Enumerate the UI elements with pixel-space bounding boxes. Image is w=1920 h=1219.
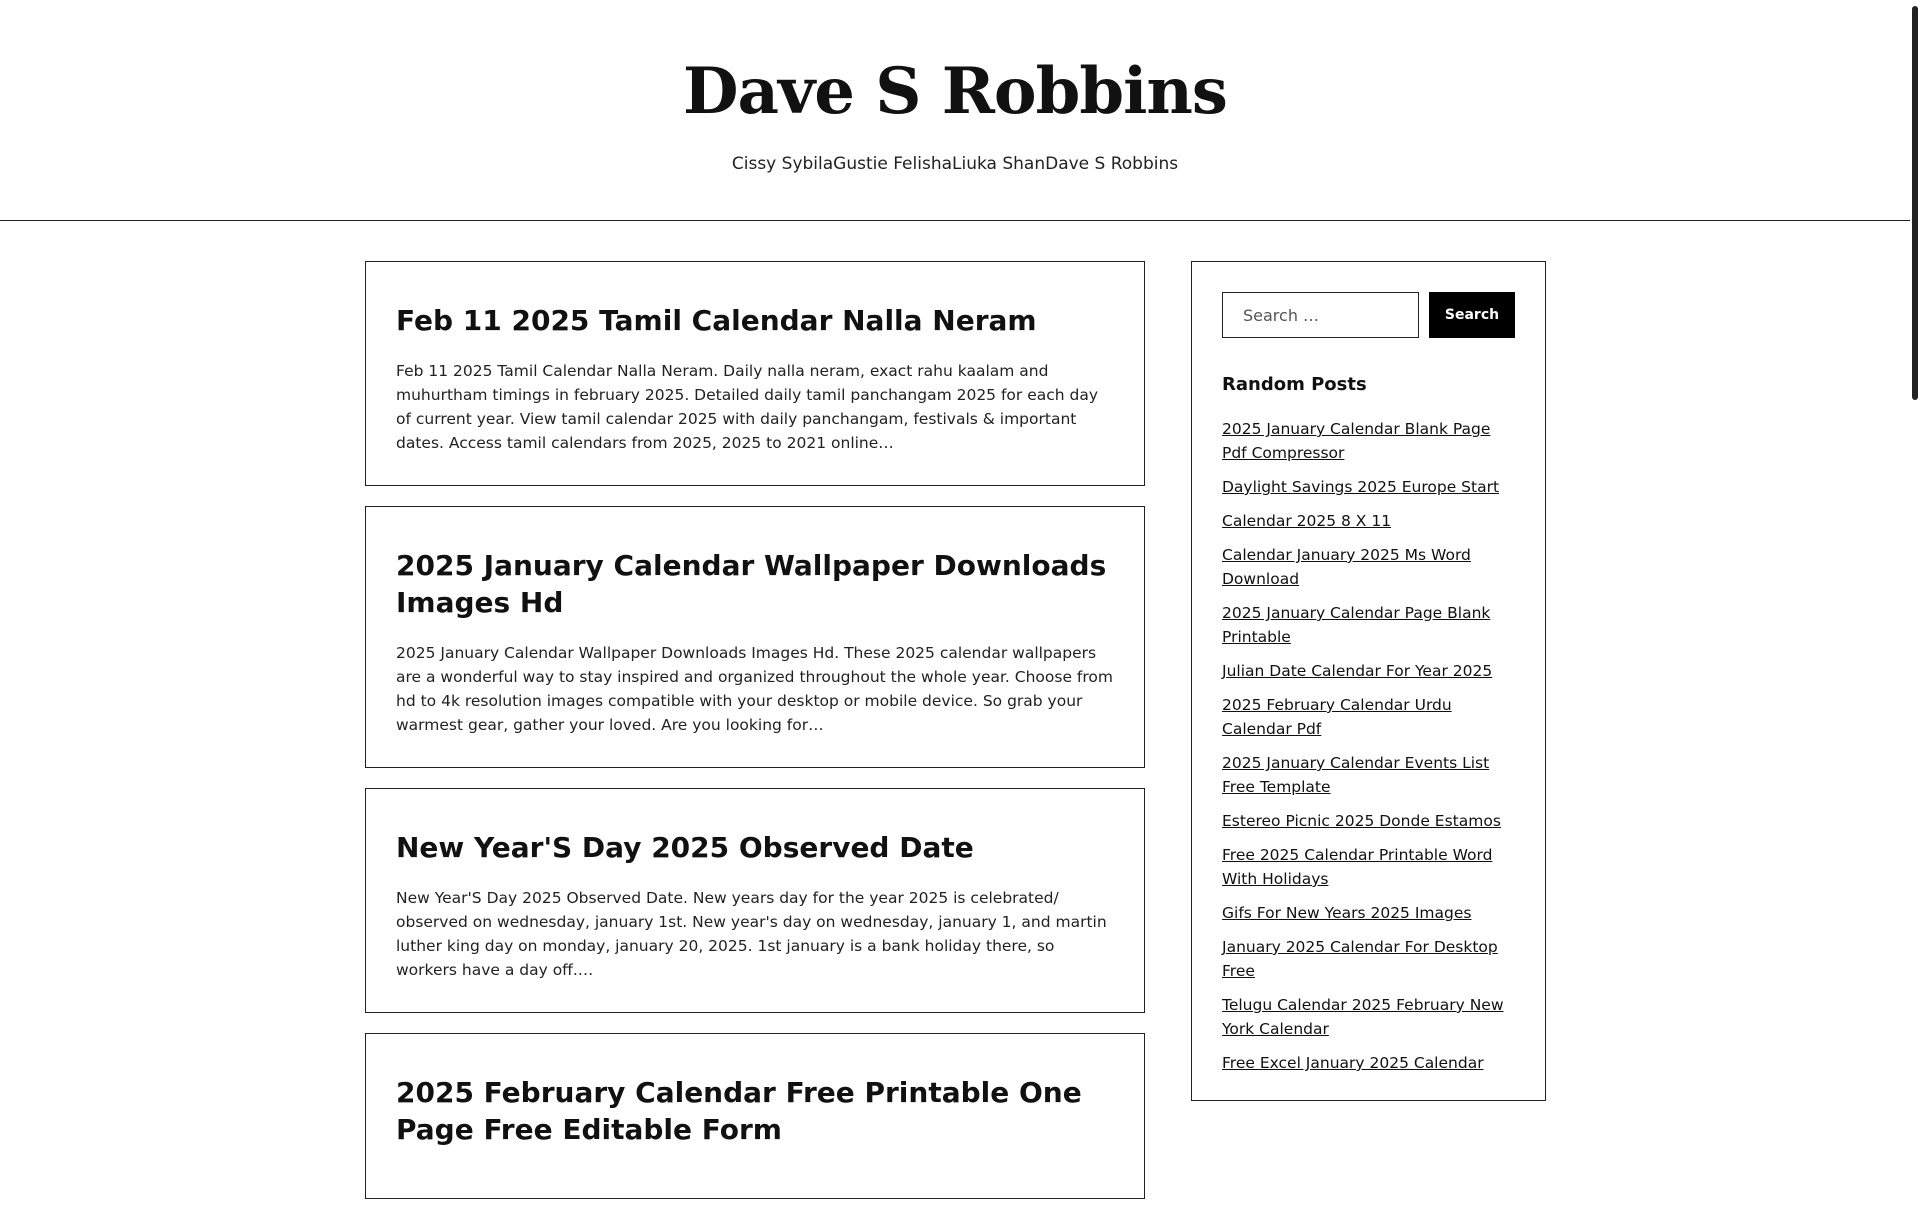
- random-post-item: [1222, 935, 1515, 983]
- site-nav: [0, 154, 1910, 174]
- random-post-item: [1222, 417, 1515, 465]
- search-input[interactable]: [1222, 292, 1419, 338]
- site-title[interactable]: Dave S Robbins: [683, 54, 1227, 129]
- random-post-item: [1222, 475, 1515, 499]
- random-post-link[interactable]: Free 2025 Calendar Printable Word With Holidays: [1222, 846, 1493, 888]
- post-card: [365, 1033, 1145, 1199]
- nav-item[interactable]: Gustie Felisha: [833, 154, 953, 174]
- post-title[interactable]: 2025 February Calendar Free Printable One Page Free Editable Form: [396, 1076, 1082, 1146]
- random-post-link[interactable]: January 2025 Calendar For Desktop Free: [1222, 938, 1498, 980]
- random-post-item: [1222, 543, 1515, 591]
- post-list: [365, 261, 1145, 1219]
- post-card: [365, 788, 1145, 1013]
- random-post-item: [1222, 1051, 1515, 1075]
- scrollbar-thumb[interactable]: [1912, 6, 1918, 400]
- nav-item[interactable]: Liuka Shan: [952, 154, 1046, 174]
- post-title[interactable]: Feb 11 2025 Tamil Calendar Nalla Neram: [396, 304, 1037, 337]
- random-posts-title: Random Posts: [1222, 374, 1367, 395]
- nav-item[interactable]: Dave S Robbins: [1045, 154, 1179, 174]
- search-form: [1222, 292, 1515, 338]
- random-post-link[interactable]: Calendar January 2025 Ms Word Download: [1222, 546, 1471, 588]
- random-post-link[interactable]: Calendar 2025 8 X 11: [1222, 512, 1392, 530]
- post-card: [365, 506, 1145, 768]
- nav-item[interactable]: Cissy Sybila: [731, 154, 834, 174]
- post-excerpt: New Year'S Day 2025 Observed Date. New years day for the year 2025 is celebrated/ observed on wednesday, january 1st. New year's day on wednesday, january 1, and martin luther king day on monday, january 20, 2025. 1st january is a bank holiday there, so workers have a day off.…: [396, 889, 1107, 979]
- random-post-link[interactable]: Julian Date Calendar For Year 2025: [1222, 662, 1493, 680]
- search-button[interactable]: Search: [1429, 292, 1515, 338]
- random-posts-list: [1222, 417, 1515, 1075]
- random-post-item: [1222, 901, 1515, 925]
- random-post-item: [1222, 751, 1515, 799]
- random-post-item: [1222, 993, 1515, 1041]
- random-post-link[interactable]: 2025 January Calendar Events List Free Template: [1222, 754, 1490, 796]
- post-excerpt: 2025 January Calendar Wallpaper Downloads Images Hd. These 2025 calendar wallpapers are a wonderful way to stay inspired and organized throughout the whole year. Choose from hd to 4k resolution images compatible with your desktop or mobile device. So grab your warmest gear, gather your loved. Are you looking for…: [396, 644, 1114, 734]
- random-post-item: [1222, 843, 1515, 891]
- random-post-link[interactable]: 2025 January Calendar Page Blank Printable: [1222, 604, 1491, 646]
- random-post-link[interactable]: 2025 February Calendar Urdu Calendar Pdf: [1222, 696, 1452, 738]
- random-post-item: [1222, 601, 1515, 649]
- random-post-item: [1222, 659, 1515, 683]
- random-post-link[interactable]: Daylight Savings 2025 Europe Start: [1222, 478, 1500, 496]
- page-scrollbar[interactable]: [1910, 0, 1920, 1080]
- random-post-item: [1222, 693, 1515, 741]
- random-post-link[interactable]: Free Excel January 2025 Calendar: [1222, 1054, 1484, 1072]
- random-post-item: [1222, 509, 1515, 533]
- site-header: [0, 0, 1910, 221]
- post-title[interactable]: New Year'S Day 2025 Observed Date: [396, 831, 974, 864]
- random-post-link[interactable]: 2025 January Calendar Blank Page Pdf Compressor: [1222, 420, 1491, 462]
- random-post-link[interactable]: Gifs For New Years 2025 Images: [1222, 904, 1472, 922]
- post-card: [365, 261, 1145, 486]
- random-post-link[interactable]: Telugu Calendar 2025 February New York Calendar: [1222, 996, 1504, 1038]
- sidebar: [1191, 261, 1546, 1101]
- random-post-item: [1222, 809, 1515, 833]
- random-post-link[interactable]: Estereo Picnic 2025 Donde Estamos: [1222, 812, 1501, 830]
- post-excerpt: Feb 11 2025 Tamil Calendar Nalla Neram. Daily nalla neram, exact rahu kaalam and muhurtham timings in february 2025. Detailed daily tamil panchangam 2025 for each day of current year. View tamil calendar 2025 with daily panchangam, festivals & important dates. Access tamil calendars from 2025, 2025 to 2021 online…: [396, 362, 1099, 452]
- post-title[interactable]: 2025 January Calendar Wallpaper Downloads Images Hd: [396, 549, 1107, 619]
